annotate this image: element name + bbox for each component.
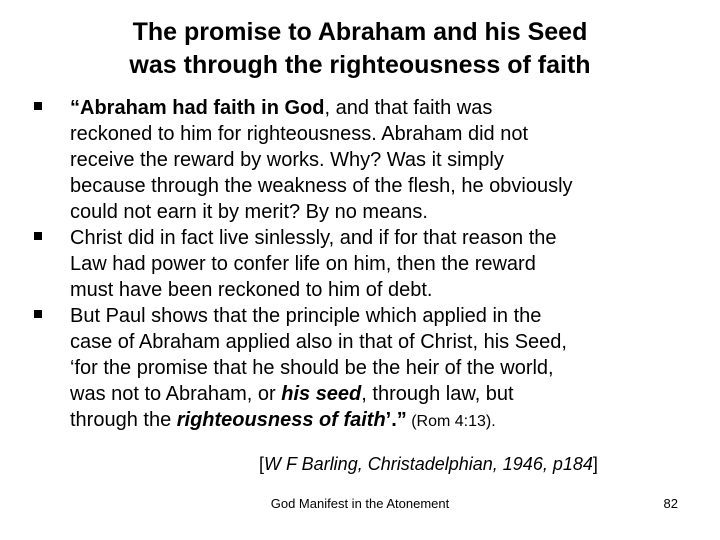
footer-title: God Manifest in the Atonement bbox=[270, 496, 450, 511]
bullet-3-line-4a: was not to Abraham, or bbox=[70, 383, 282, 405]
bullet-list bbox=[34, 95, 714, 435]
bullet-3-line-5a: through the bbox=[70, 409, 177, 431]
citation-text: W F Barling, Christadelphian, 1946, p184 bbox=[264, 454, 593, 474]
square-bullet-icon bbox=[34, 232, 42, 240]
bullet-1-line-2: reckoned to him for righteousness. Abraham did not bbox=[70, 123, 529, 145]
bullet-2-line-2: Law had power to confer life on him, then the reward bbox=[70, 253, 536, 275]
his-seed-emphasis: his seed bbox=[281, 383, 362, 405]
slide-title bbox=[0, 16, 720, 82]
citation-close-bracket: ] bbox=[592, 454, 598, 474]
bullet-item-2 bbox=[34, 225, 714, 303]
bullet-1-line-3: receive the reward by works. Why? Was it simply bbox=[70, 149, 504, 171]
bullet-3-line-2: case of Abraham applied also in that of Christ, his Seed, bbox=[70, 331, 567, 353]
closing-quote: ’.” bbox=[385, 409, 407, 431]
title-line-2: was through the righteousness of faith bbox=[129, 51, 591, 79]
quote-emphasis: “Abraham had faith in God bbox=[70, 97, 325, 119]
bullet-2-line-1: Christ did in fact live sinlessly, and if for that reason the bbox=[70, 227, 557, 249]
bullet-1-line-4: because through the weakness of the flesh, he obviously bbox=[70, 175, 573, 197]
bullet-3-line-4b: , through law, but bbox=[361, 383, 514, 405]
righteousness-emphasis: righteousness of faith bbox=[176, 409, 386, 431]
citation bbox=[259, 452, 598, 476]
title-line-1: The promise to Abraham and his Seed bbox=[132, 18, 588, 46]
bullet-3-line-3: ‘for the promise that he should be the heir of the world, bbox=[70, 357, 554, 379]
page-number: 82 bbox=[663, 496, 678, 511]
square-bullet-icon bbox=[34, 102, 42, 110]
citation-open-bracket: [ bbox=[259, 454, 265, 474]
bullet-3-line-1: But Paul shows that the principle which applied in the bbox=[70, 305, 542, 327]
bullet-2-line-3: must have been reckoned to him of debt. bbox=[70, 279, 433, 301]
scripture-reference: (Rom 4:13). bbox=[406, 413, 496, 430]
bullet-1-line-5: could not earn it by merit? By no means. bbox=[70, 201, 428, 223]
bullet-1-text: , and that faith was bbox=[324, 97, 493, 119]
square-bullet-icon bbox=[34, 310, 42, 318]
bullet-item-1 bbox=[34, 95, 714, 225]
bullet-item-3 bbox=[34, 303, 714, 435]
